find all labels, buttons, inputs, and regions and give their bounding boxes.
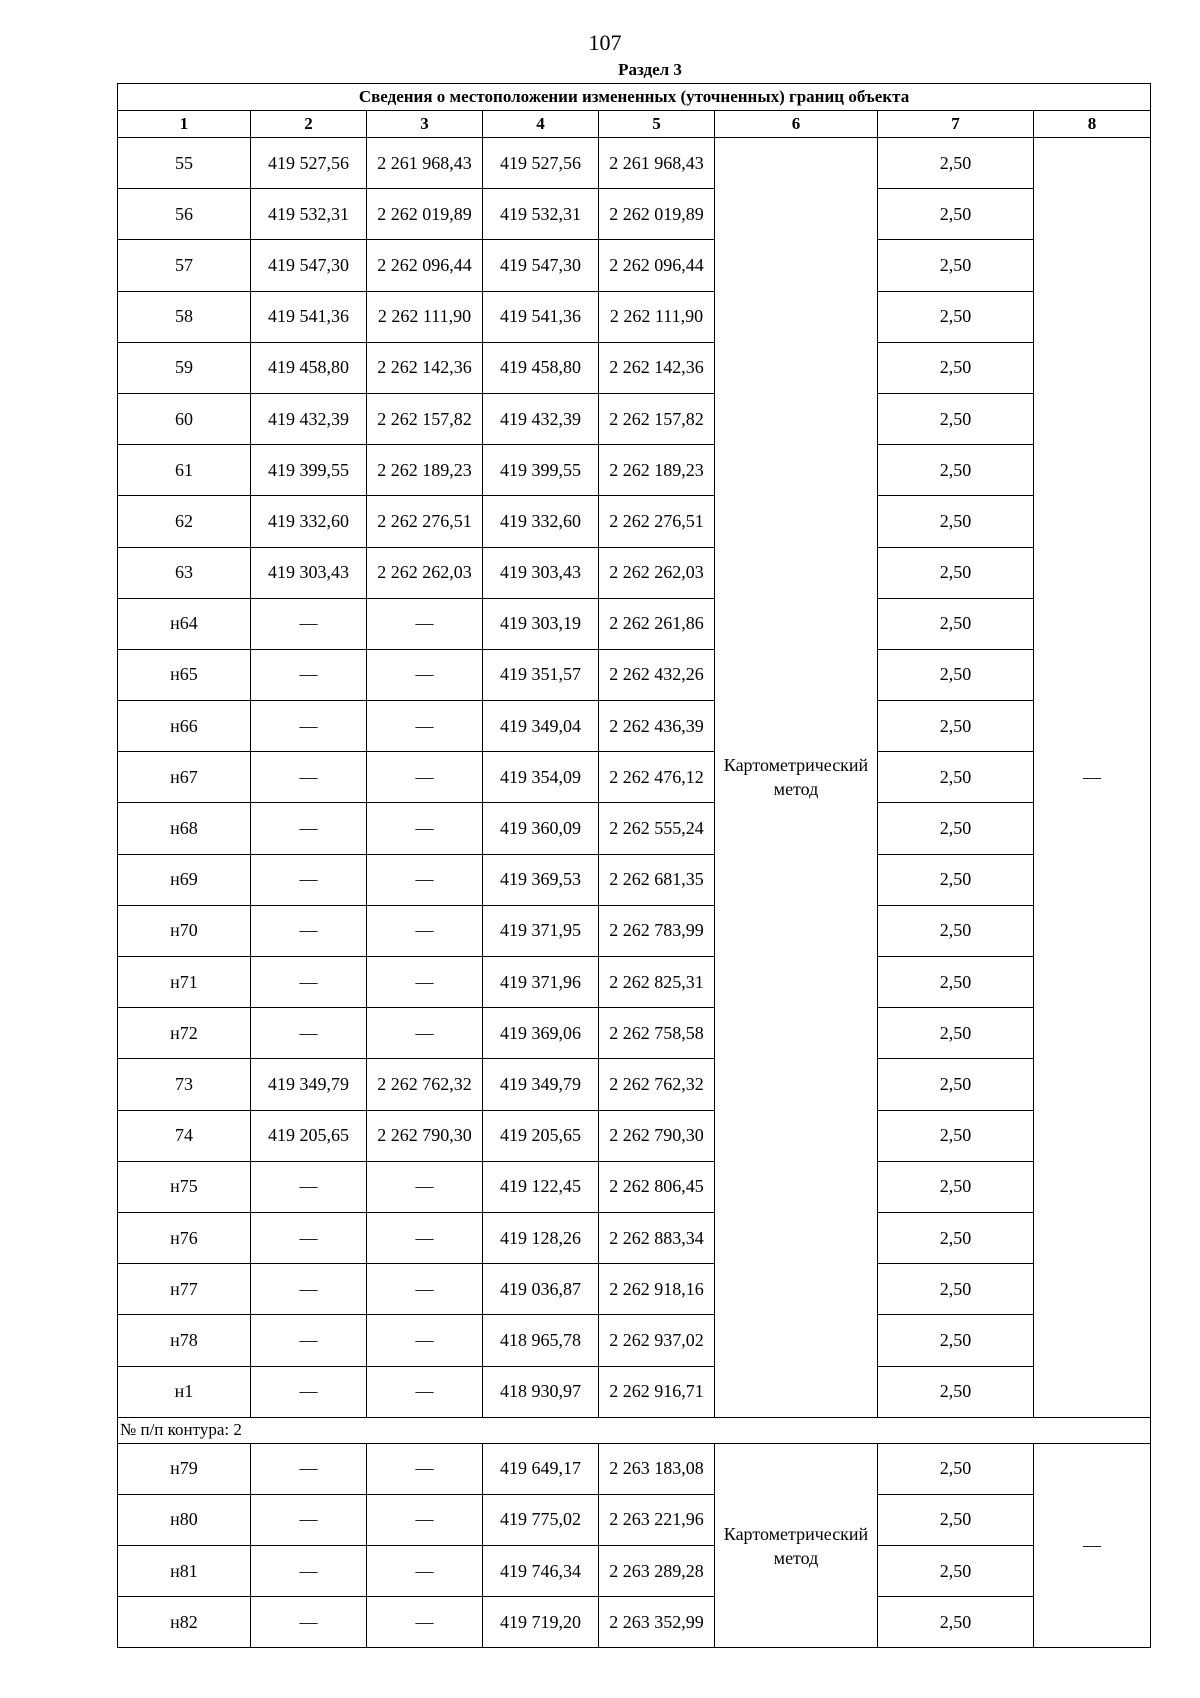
accuracy-cell: 2,50 bbox=[878, 1315, 1034, 1366]
refined-x-cell: 419 351,57 bbox=[483, 649, 599, 700]
refined-x-cell: 418 965,78 bbox=[483, 1315, 599, 1366]
refined-x-cell: 419 332,60 bbox=[483, 496, 599, 547]
table-title: Сведения о местоположении измененных (уточненных) границ объекта bbox=[118, 84, 1151, 111]
refined-y-cell: 2 262 142,36 bbox=[599, 342, 715, 393]
point-number-cell: н69 bbox=[118, 854, 251, 905]
refined-x-cell: 419 547,30 bbox=[483, 240, 599, 291]
refined-y-cell: 2 262 157,82 bbox=[599, 393, 715, 444]
accuracy-cell: 2,50 bbox=[878, 701, 1034, 752]
table-row bbox=[118, 957, 1151, 1008]
refined-x-cell: 419 128,26 bbox=[483, 1212, 599, 1263]
existing-y-cell: — bbox=[367, 1008, 483, 1059]
existing-x-cell: — bbox=[251, 1366, 367, 1417]
table-row bbox=[118, 189, 1151, 240]
accuracy-cell: 2,50 bbox=[878, 854, 1034, 905]
refined-y-cell: 2 262 555,24 bbox=[599, 803, 715, 854]
accuracy-cell: 2,50 bbox=[878, 291, 1034, 342]
point-number-cell: н80 bbox=[118, 1494, 251, 1545]
existing-x-cell: — bbox=[251, 752, 367, 803]
existing-y-cell: — bbox=[367, 649, 483, 700]
refined-x-cell: 419 360,09 bbox=[483, 803, 599, 854]
point-number-cell: н78 bbox=[118, 1315, 251, 1366]
existing-y-cell: — bbox=[367, 1443, 483, 1494]
existing-x-cell: 419 547,30 bbox=[251, 240, 367, 291]
refined-x-cell: 419 527,56 bbox=[483, 138, 599, 189]
accuracy-cell: 2,50 bbox=[878, 1059, 1034, 1110]
existing-x-cell: 419 541,36 bbox=[251, 291, 367, 342]
refined-y-cell: 2 262 883,34 bbox=[599, 1212, 715, 1263]
table-row bbox=[118, 1546, 1151, 1597]
accuracy-cell: 2,50 bbox=[878, 1008, 1034, 1059]
existing-y-cell: 2 262 111,90 bbox=[367, 291, 483, 342]
refined-x-cell: 419 775,02 bbox=[483, 1494, 599, 1545]
existing-y-cell: — bbox=[367, 905, 483, 956]
accuracy-cell: 2,50 bbox=[878, 1597, 1034, 1648]
refined-y-cell: 2 262 189,23 bbox=[599, 445, 715, 496]
table-row bbox=[118, 291, 1151, 342]
existing-x-cell: 419 349,79 bbox=[251, 1059, 367, 1110]
existing-y-cell: 2 262 096,44 bbox=[367, 240, 483, 291]
accuracy-cell: 2,50 bbox=[878, 598, 1034, 649]
refined-y-cell: 2 263 352,99 bbox=[599, 1597, 715, 1648]
table-row bbox=[118, 905, 1151, 956]
existing-x-cell: — bbox=[251, 1264, 367, 1315]
accuracy-cell: 2,50 bbox=[878, 1494, 1034, 1545]
accuracy-cell: 2,50 bbox=[878, 1546, 1034, 1597]
point-number-cell: н65 bbox=[118, 649, 251, 700]
refined-x-cell: 419 541,36 bbox=[483, 291, 599, 342]
refined-x-cell: 419 205,65 bbox=[483, 1110, 599, 1161]
existing-x-cell: 419 432,39 bbox=[251, 393, 367, 444]
refined-x-cell: 419 649,17 bbox=[483, 1443, 599, 1494]
point-number-cell: н72 bbox=[118, 1008, 251, 1059]
point-number-cell: н81 bbox=[118, 1546, 251, 1597]
accuracy-cell: 2,50 bbox=[878, 1110, 1034, 1161]
existing-y-cell: 2 262 790,30 bbox=[367, 1110, 483, 1161]
existing-y-cell: — bbox=[367, 1212, 483, 1263]
table-row bbox=[118, 1366, 1151, 1417]
existing-x-cell: — bbox=[251, 598, 367, 649]
existing-y-cell: — bbox=[367, 1597, 483, 1648]
table-row bbox=[118, 393, 1151, 444]
existing-x-cell: 419 527,56 bbox=[251, 138, 367, 189]
table-row bbox=[118, 1597, 1151, 1648]
point-number-cell: 59 bbox=[118, 342, 251, 393]
existing-x-cell: — bbox=[251, 1212, 367, 1263]
table-row bbox=[118, 240, 1151, 291]
existing-y-cell: 2 262 157,82 bbox=[367, 393, 483, 444]
refined-y-cell: 2 263 289,28 bbox=[599, 1546, 715, 1597]
existing-y-cell: — bbox=[367, 1366, 483, 1417]
existing-x-cell: 419 458,80 bbox=[251, 342, 367, 393]
refined-x-cell: 419 399,55 bbox=[483, 445, 599, 496]
description-cell: — bbox=[1034, 138, 1151, 1418]
existing-x-cell: — bbox=[251, 701, 367, 752]
refined-y-cell: 2 262 096,44 bbox=[599, 240, 715, 291]
table-row bbox=[118, 1315, 1151, 1366]
table-row bbox=[118, 1059, 1151, 1110]
table-row bbox=[118, 854, 1151, 905]
table-row bbox=[118, 649, 1151, 700]
refined-x-cell: 419 371,95 bbox=[483, 905, 599, 956]
accuracy-cell: 2,50 bbox=[878, 138, 1034, 189]
refined-x-cell: 419 303,43 bbox=[483, 547, 599, 598]
existing-y-cell: — bbox=[367, 752, 483, 803]
table-row bbox=[118, 547, 1151, 598]
refined-y-cell: 2 262 783,99 bbox=[599, 905, 715, 956]
table-row bbox=[118, 803, 1151, 854]
refined-y-cell: 2 262 806,45 bbox=[599, 1161, 715, 1212]
refined-x-cell: 419 036,87 bbox=[483, 1264, 599, 1315]
accuracy-cell: 2,50 bbox=[878, 905, 1034, 956]
refined-y-cell: 2 261 968,43 bbox=[599, 138, 715, 189]
refined-x-cell: 419 354,09 bbox=[483, 752, 599, 803]
point-number-cell: 61 bbox=[118, 445, 251, 496]
accuracy-cell: 2,50 bbox=[878, 1161, 1034, 1212]
refined-y-cell: 2 262 262,03 bbox=[599, 547, 715, 598]
refined-y-cell: 2 262 111,90 bbox=[599, 291, 715, 342]
refined-y-cell: 2 262 758,58 bbox=[599, 1008, 715, 1059]
existing-y-cell: — bbox=[367, 1161, 483, 1212]
table-row bbox=[118, 1008, 1151, 1059]
accuracy-cell: 2,50 bbox=[878, 547, 1034, 598]
column-header-row bbox=[118, 111, 1151, 138]
point-number-cell: 74 bbox=[118, 1110, 251, 1161]
existing-y-cell: 2 262 019,89 bbox=[367, 189, 483, 240]
existing-y-cell: — bbox=[367, 803, 483, 854]
accuracy-cell: 2,50 bbox=[878, 1443, 1034, 1494]
refined-x-cell: 419 458,80 bbox=[483, 342, 599, 393]
point-number-cell: н75 bbox=[118, 1161, 251, 1212]
accuracy-cell: 2,50 bbox=[878, 957, 1034, 1008]
table-row bbox=[118, 1110, 1151, 1161]
table-row bbox=[118, 445, 1151, 496]
refined-y-cell: 2 262 019,89 bbox=[599, 189, 715, 240]
point-number-cell: 55 bbox=[118, 138, 251, 189]
existing-x-cell: — bbox=[251, 905, 367, 956]
point-number-cell: 63 bbox=[118, 547, 251, 598]
existing-x-cell: 419 332,60 bbox=[251, 496, 367, 547]
refined-y-cell: 2 262 762,32 bbox=[599, 1059, 715, 1110]
existing-y-cell: — bbox=[367, 854, 483, 905]
existing-x-cell: — bbox=[251, 1443, 367, 1494]
existing-x-cell: — bbox=[251, 1546, 367, 1597]
contour-label: № п/п контура: 2 bbox=[118, 1417, 1151, 1443]
accuracy-cell: 2,50 bbox=[878, 342, 1034, 393]
accuracy-cell: 2,50 bbox=[878, 240, 1034, 291]
column-header: 7 bbox=[878, 111, 1034, 138]
refined-x-cell: 419 303,19 bbox=[483, 598, 599, 649]
column-header: 1 bbox=[118, 111, 251, 138]
point-number-cell: н1 bbox=[118, 1366, 251, 1417]
existing-y-cell: 2 261 968,43 bbox=[367, 138, 483, 189]
refined-y-cell: 2 262 276,51 bbox=[599, 496, 715, 547]
existing-x-cell: — bbox=[251, 803, 367, 854]
column-header: 2 bbox=[251, 111, 367, 138]
method-cell: Картометрический метод bbox=[715, 138, 878, 1418]
existing-y-cell: — bbox=[367, 1546, 483, 1597]
accuracy-cell: 2,50 bbox=[878, 189, 1034, 240]
existing-y-cell: 2 262 262,03 bbox=[367, 547, 483, 598]
refined-x-cell: 419 532,31 bbox=[483, 189, 599, 240]
method-cell: Картометрический метод bbox=[715, 1443, 878, 1648]
existing-x-cell: 419 303,43 bbox=[251, 547, 367, 598]
refined-x-cell: 419 432,39 bbox=[483, 393, 599, 444]
existing-x-cell: 419 399,55 bbox=[251, 445, 367, 496]
existing-y-cell: 2 262 276,51 bbox=[367, 496, 483, 547]
point-number-cell: н71 bbox=[118, 957, 251, 1008]
refined-y-cell: 2 262 261,86 bbox=[599, 598, 715, 649]
point-number-cell: 57 bbox=[118, 240, 251, 291]
refined-x-cell: 419 349,79 bbox=[483, 1059, 599, 1110]
refined-x-cell: 419 122,45 bbox=[483, 1161, 599, 1212]
contour-label-row bbox=[118, 1417, 1151, 1443]
existing-y-cell: — bbox=[367, 957, 483, 1008]
existing-y-cell: — bbox=[367, 598, 483, 649]
refined-x-cell: 418 930,97 bbox=[483, 1366, 599, 1417]
point-number-cell: н66 bbox=[118, 701, 251, 752]
existing-x-cell: — bbox=[251, 1597, 367, 1648]
refined-x-cell: 419 371,96 bbox=[483, 957, 599, 1008]
table-row bbox=[118, 1443, 1151, 1494]
accuracy-cell: 2,50 bbox=[878, 496, 1034, 547]
column-header: 5 bbox=[599, 111, 715, 138]
existing-x-cell: — bbox=[251, 1315, 367, 1366]
boundary-coordinates-table bbox=[117, 83, 1151, 1648]
refined-y-cell: 2 262 681,35 bbox=[599, 854, 715, 905]
existing-x-cell: — bbox=[251, 854, 367, 905]
table-row bbox=[118, 496, 1151, 547]
refined-y-cell: 2 262 918,16 bbox=[599, 1264, 715, 1315]
existing-x-cell: — bbox=[251, 1161, 367, 1212]
table-row bbox=[118, 752, 1151, 803]
existing-y-cell: 2 262 189,23 bbox=[367, 445, 483, 496]
refined-y-cell: 2 262 432,26 bbox=[599, 649, 715, 700]
refined-y-cell: 2 263 221,96 bbox=[599, 1494, 715, 1545]
table-row bbox=[118, 701, 1151, 752]
point-number-cell: н70 bbox=[118, 905, 251, 956]
existing-x-cell: 419 532,31 bbox=[251, 189, 367, 240]
accuracy-cell: 2,50 bbox=[878, 1212, 1034, 1263]
refined-y-cell: 2 262 825,31 bbox=[599, 957, 715, 1008]
column-header: 8 bbox=[1034, 111, 1151, 138]
accuracy-cell: 2,50 bbox=[878, 803, 1034, 854]
point-number-cell: н82 bbox=[118, 1597, 251, 1648]
column-header: 3 bbox=[367, 111, 483, 138]
refined-y-cell: 2 262 476,12 bbox=[599, 752, 715, 803]
refined-x-cell: 419 349,04 bbox=[483, 701, 599, 752]
existing-y-cell: 2 262 762,32 bbox=[367, 1059, 483, 1110]
existing-y-cell: 2 262 142,36 bbox=[367, 342, 483, 393]
table-row bbox=[118, 342, 1151, 393]
accuracy-cell: 2,50 bbox=[878, 393, 1034, 444]
existing-x-cell: — bbox=[251, 1008, 367, 1059]
point-number-cell: н76 bbox=[118, 1212, 251, 1263]
refined-x-cell: 419 369,53 bbox=[483, 854, 599, 905]
point-number-cell: н77 bbox=[118, 1264, 251, 1315]
table-row bbox=[118, 598, 1151, 649]
table-row bbox=[118, 1494, 1151, 1545]
accuracy-cell: 2,50 bbox=[878, 1264, 1034, 1315]
table-row bbox=[118, 1161, 1151, 1212]
refined-y-cell: 2 262 937,02 bbox=[599, 1315, 715, 1366]
refined-x-cell: 419 369,06 bbox=[483, 1008, 599, 1059]
existing-y-cell: — bbox=[367, 1264, 483, 1315]
existing-x-cell: 419 205,65 bbox=[251, 1110, 367, 1161]
existing-x-cell: — bbox=[251, 649, 367, 700]
point-number-cell: 73 bbox=[118, 1059, 251, 1110]
section-title: Раздел 3 bbox=[618, 60, 682, 79]
refined-y-cell: 2 262 436,39 bbox=[599, 701, 715, 752]
existing-x-cell: — bbox=[251, 1494, 367, 1545]
column-header: 4 bbox=[483, 111, 599, 138]
column-header: 6 bbox=[715, 111, 878, 138]
page-number: 107 bbox=[588, 30, 622, 55]
point-number-cell: н79 bbox=[118, 1443, 251, 1494]
point-number-cell: н64 bbox=[118, 598, 251, 649]
refined-x-cell: 419 719,20 bbox=[483, 1597, 599, 1648]
accuracy-cell: 2,50 bbox=[878, 649, 1034, 700]
point-number-cell: 56 bbox=[118, 189, 251, 240]
table-row bbox=[118, 1212, 1151, 1263]
existing-y-cell: — bbox=[367, 1494, 483, 1545]
point-number-cell: н68 bbox=[118, 803, 251, 854]
refined-y-cell: 2 262 916,71 bbox=[599, 1366, 715, 1417]
accuracy-cell: 2,50 bbox=[878, 752, 1034, 803]
table-row bbox=[118, 138, 1151, 189]
point-number-cell: 62 bbox=[118, 496, 251, 547]
accuracy-cell: 2,50 bbox=[878, 1366, 1034, 1417]
point-number-cell: 58 bbox=[118, 291, 251, 342]
refined-y-cell: 2 263 183,08 bbox=[599, 1443, 715, 1494]
description-cell: — bbox=[1034, 1443, 1151, 1648]
table-row bbox=[118, 1264, 1151, 1315]
refined-y-cell: 2 262 790,30 bbox=[599, 1110, 715, 1161]
existing-x-cell: — bbox=[251, 957, 367, 1008]
accuracy-cell: 2,50 bbox=[878, 445, 1034, 496]
existing-y-cell: — bbox=[367, 701, 483, 752]
existing-y-cell: — bbox=[367, 1315, 483, 1366]
point-number-cell: 60 bbox=[118, 393, 251, 444]
refined-x-cell: 419 746,34 bbox=[483, 1546, 599, 1597]
point-number-cell: н67 bbox=[118, 752, 251, 803]
